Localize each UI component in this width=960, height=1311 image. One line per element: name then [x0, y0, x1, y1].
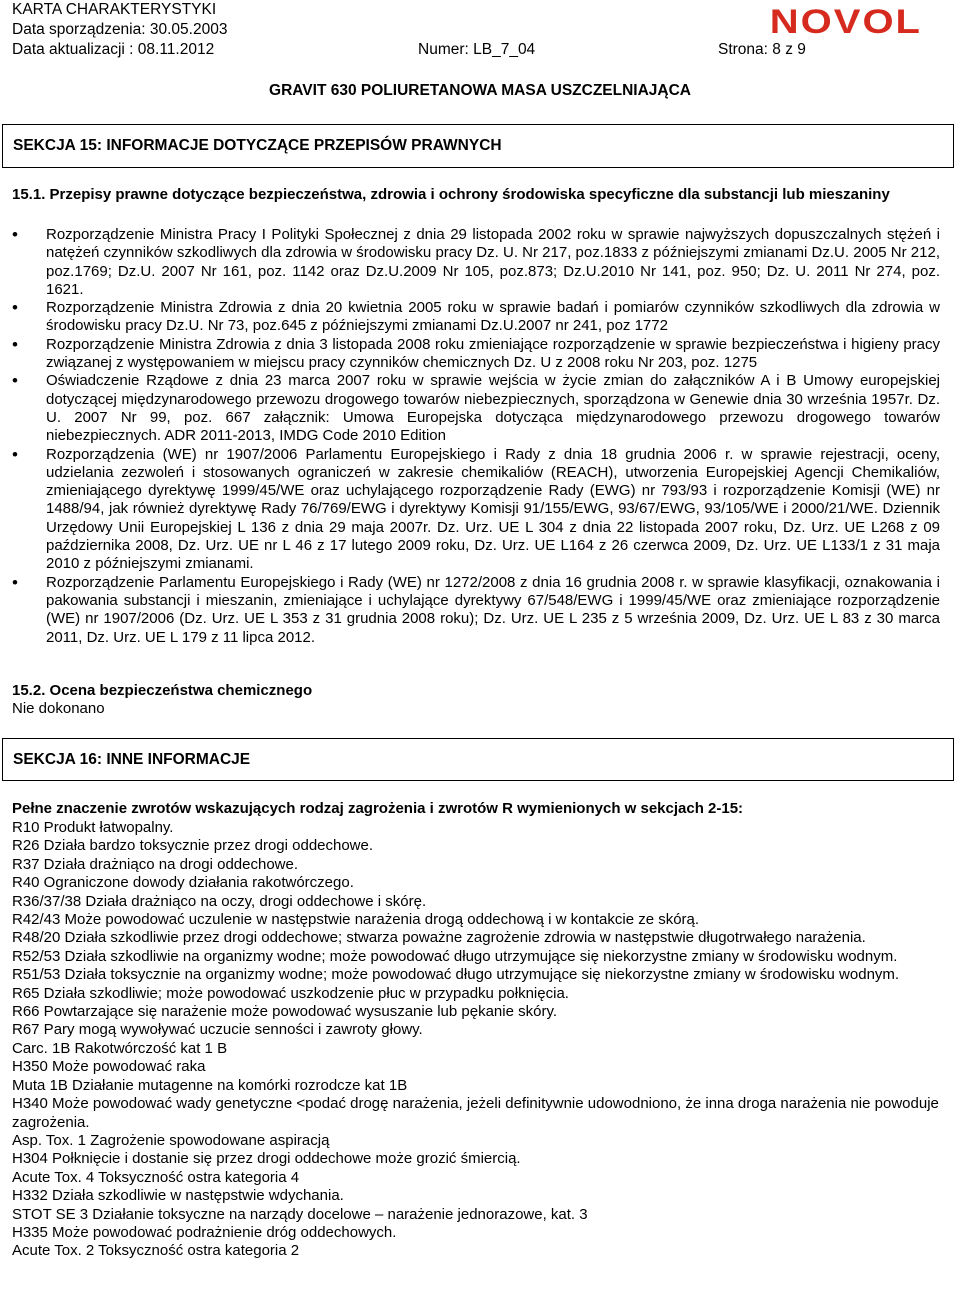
- page-indicator: Strona: 8 z 9: [718, 41, 806, 58]
- list-item: • Rozporządzenie Ministra Zdrowia z dnia 20 kwietnia 2005 roku w sprawie badań i pomiarów czynników szkodliwych dla zdrowia w środowisku pracy Dz.U. Nr 73, poz.645 z późniejszymi zmianami Dz.U.2007 nr 241, poz 1772: [12, 299, 940, 336]
- hazard-phrases-intro: Pełne znaczenie zwrotów wskazujących rodzaj zagrożenia i zwrotów R wymienionych w sekcjach 2-15:: [12, 800, 744, 817]
- list-item: Acute Tox. 2 Toksyczność ostra kategoria 2: [12, 1242, 300, 1260]
- list-item: R36/37/38 Działa drażniąco na oczy, drogi oddechowe i skórę.: [12, 892, 427, 910]
- subsection-15-2-text: Nie dokonano: [12, 700, 105, 717]
- list-item: • Oświadczenie Rządowe z dnia 23 marca 2007 roku w sprawie wejścia w życie zmian do załączników A i B Umowy europejskiej dotyczącej międzynarodowego przewozu drogowego towarów niebezpiecznych, sporządzona w Genewie dnia 30 września 1957r. Dz. U. 2007 Nr 99, poz. 667 załącznik: Umowa Europejska dotycząca międzynarodowego przewozu drogowego towarów niebezpiecznych. ADR 2011-2013, IMDG Code 2010 Edition: [12, 372, 940, 445]
- list-item: R52/53 Działa szkodliwie na organizmy wodne; może powodować długo utrzymujące się niekorzystne zmiany w środowisku wodnym.: [12, 947, 898, 965]
- regulations-list: [12, 226, 940, 647]
- list-item: R66 Powtarzające się narażenie może powodować wysuszanie lub pękanie skóry.: [12, 1003, 558, 1021]
- list-item: R10 Produkt łatwopalny.: [12, 819, 174, 836]
- hazard-phrases-list: [12, 819, 940, 1261]
- list-item: R26 Działa bardzo toksycznie przez drogi oddechowe.: [12, 837, 374, 855]
- list-item: Asp. Tox. 1 Zagrożenie spowodowane aspiracją: [12, 1131, 330, 1149]
- list-item: R51/53 Działa toksycznie na organizmy wodne; może powodować długo utrzymujące się niekorzystne zmiany w środowisku wodnym.: [12, 966, 900, 984]
- list-item: R42/43 Może powodować uczulenie w następstwie narażenia drogą oddechową i w kontakcie ze skórą.: [12, 911, 700, 929]
- list-item: R37 Działa drażniąco na drogi oddechowe.: [12, 855, 299, 873]
- list-item: R67 Pary mogą wywoływać uczucie senności i zawroty głowy.: [12, 1021, 423, 1039]
- list-item: R48/20 Działa szkodliwie przez drogi oddechowe; stwarza poważne zagrożenie zdrowia w następstwie długotrwałego narażenia.: [12, 929, 866, 947]
- list-item: STOT SE 3 Działanie toksyczne na narządy docelowe – narażenie jednorazowe, kat. 3: [12, 1205, 588, 1223]
- list-item: H340 Może powodować wady genetyczne <podać drogę narażenia, jeżeli definitywnie udowodniono, że inna droga narażenia nie powoduje zagrożenia.: [12, 1095, 939, 1131]
- list-item: • Rozporządzenia (WE) nr 1907/2006 Parlamentu Europejskiego i Rady z dnia 18 grudnia 2006 r. w sprawie rejestracji, oceny, udzielania zezwoleń i stosowanych ograniczeń w zakresie chemikaliów (REACH), utworzenia Europejskiej Agencji Chemikaliów, zmieniającego dyrektywę 1999/45/WE oraz uchylającego rozporządzenie Rady (EWG) nr 793/93 i rozporządzenie Komisji (WE) nr 1488/94, jak również dyrektywę Rady 76/769/EWG i dyrektywy Komisji 91/155/EWG, 93/67/EWG, 93/105/WE i 2000/21/WE. Dziennik Urzędowy Unii Europejskiej L 136 z dnia 29 maja 2007r. Dz. Urz. UE L 304 z dnia 22 listopada 2007 roku, Dz. Urz. UE L268 z 09 października 2008, Dz. Urz. UE nr L 46 z 17 lutego 2009 roku, Dz. Urz. UE L164 z 26 czerwca 2009, Dz. Urz. UE L133/1 z 31 maja 2010 z późniejszymi zmianami.: [12, 446, 940, 574]
- list-item: H304 Połknięcie i dostanie się przez drogi oddechowe może grozić śmiercią.: [12, 1150, 521, 1168]
- list-item: • Rozporządzenie Ministra Pracy I Polityki Społecznej z dnia 29 listopada 2002 roku w sprawie najwyższych dopuszczalnych stężeń i natężeń czynników szkodliwych dla zdrowia w środowisku pracy Dz. U. Nr 217, poz.1833 z późniejszymi zmianami Dz.U. 2005 Nr 212, poz.1769; Dz.U. 2007 Nr 161, poz. 1142 oraz Dz.U.2009 Nr 105, poz.873; Dz.U.2010 Nr 141, poz. 950; Dz. U. 2011 Nr 274, poz. 1621.: [12, 226, 940, 299]
- list-item: • Rozporządzenie Parlamentu Europejskiego i Rady (WE) nr 1272/2008 z dnia 16 grudnia 2008 r. w sprawie klasyfikacji, oznakowania i pakowania substancji i mieszanin, zmieniające i uchylające dyrektywy 67/548/EWG i 1999/45/WE oraz zmieniające rozporządzenie (WE) nr 1907/2006 (Dz. Urz. UE L 353 z 31 grudnia 2008 roku); Dz. Urz. UE L 235 z 5 września 2009, Dz. Urz. UE L 83 z 30 marca 2011, Dz. Urz. UE L 179 z 11 lipca 2012.: [12, 574, 940, 647]
- updated-date: Data aktualizacji : 08.11.2012: [12, 41, 215, 58]
- section-16-header: SEKCJA 16: INNE INFORMACJE: [2, 738, 954, 781]
- page-header: [12, 0, 952, 70]
- product-title: GRAVIT 630 POLIURETANOWA MASA USZCZELNIAJĄCA: [269, 82, 691, 99]
- created-date: Data sporządzenia: 30.05.2003: [12, 21, 228, 38]
- list-item: R40 Ograniczone dowody działania rakotwórczego.: [12, 874, 354, 892]
- section-15-header: SEKCJA 15: INFORMACJE DOTYCZĄCE PRZEPISÓW PRAWNYCH: [2, 124, 954, 168]
- list-item: R65 Działa szkodliwie; może powodować uszkodzenie płuc w przypadku połknięcia.: [12, 984, 569, 1002]
- list-item: Carc. 1B Rakotwórczość kat 1 B: [12, 1039, 228, 1057]
- list-item: Muta 1B Działanie mutagenne na komórki rozrodcze kat 1B: [12, 1076, 408, 1094]
- list-item: • Rozporządzenie Ministra Zdrowia z dnia 3 listopada 2008 roku zmieniające rozporządzenie w sprawie bezpieczeństwa i higieny pracy związanej z występowaniem w miejscu pracy czynników chemicznych Dz. U z 2008 roku Nr 203, poz. 1275: [12, 336, 940, 373]
- subsection-15-1-title: 15.1. Przepisy prawne dotyczące bezpieczeństwa, zdrowia i ochrony środowiska specyficzne dla substancji lub mieszaniny: [12, 186, 890, 203]
- list-item: Acute Tox. 4 Toksyczność ostra kategoria 4: [12, 1168, 300, 1186]
- list-item: H335 Może powodować podrażnienie dróg oddechowych.: [12, 1223, 397, 1241]
- subsection-15-2-title: 15.2. Ocena bezpieczeństwa chemicznego: [12, 682, 313, 699]
- list-item: H332 Działa szkodliwie w następstwie wdychania.: [12, 1187, 344, 1205]
- doc-type-label: KARTA CHARAKTERYSTYKI: [12, 1, 217, 18]
- list-item: H350 Może powodować raka: [12, 1058, 206, 1076]
- novol-logo: NOVOL: [769, 3, 922, 41]
- document-number: Numer: LB_7_04: [418, 41, 536, 58]
